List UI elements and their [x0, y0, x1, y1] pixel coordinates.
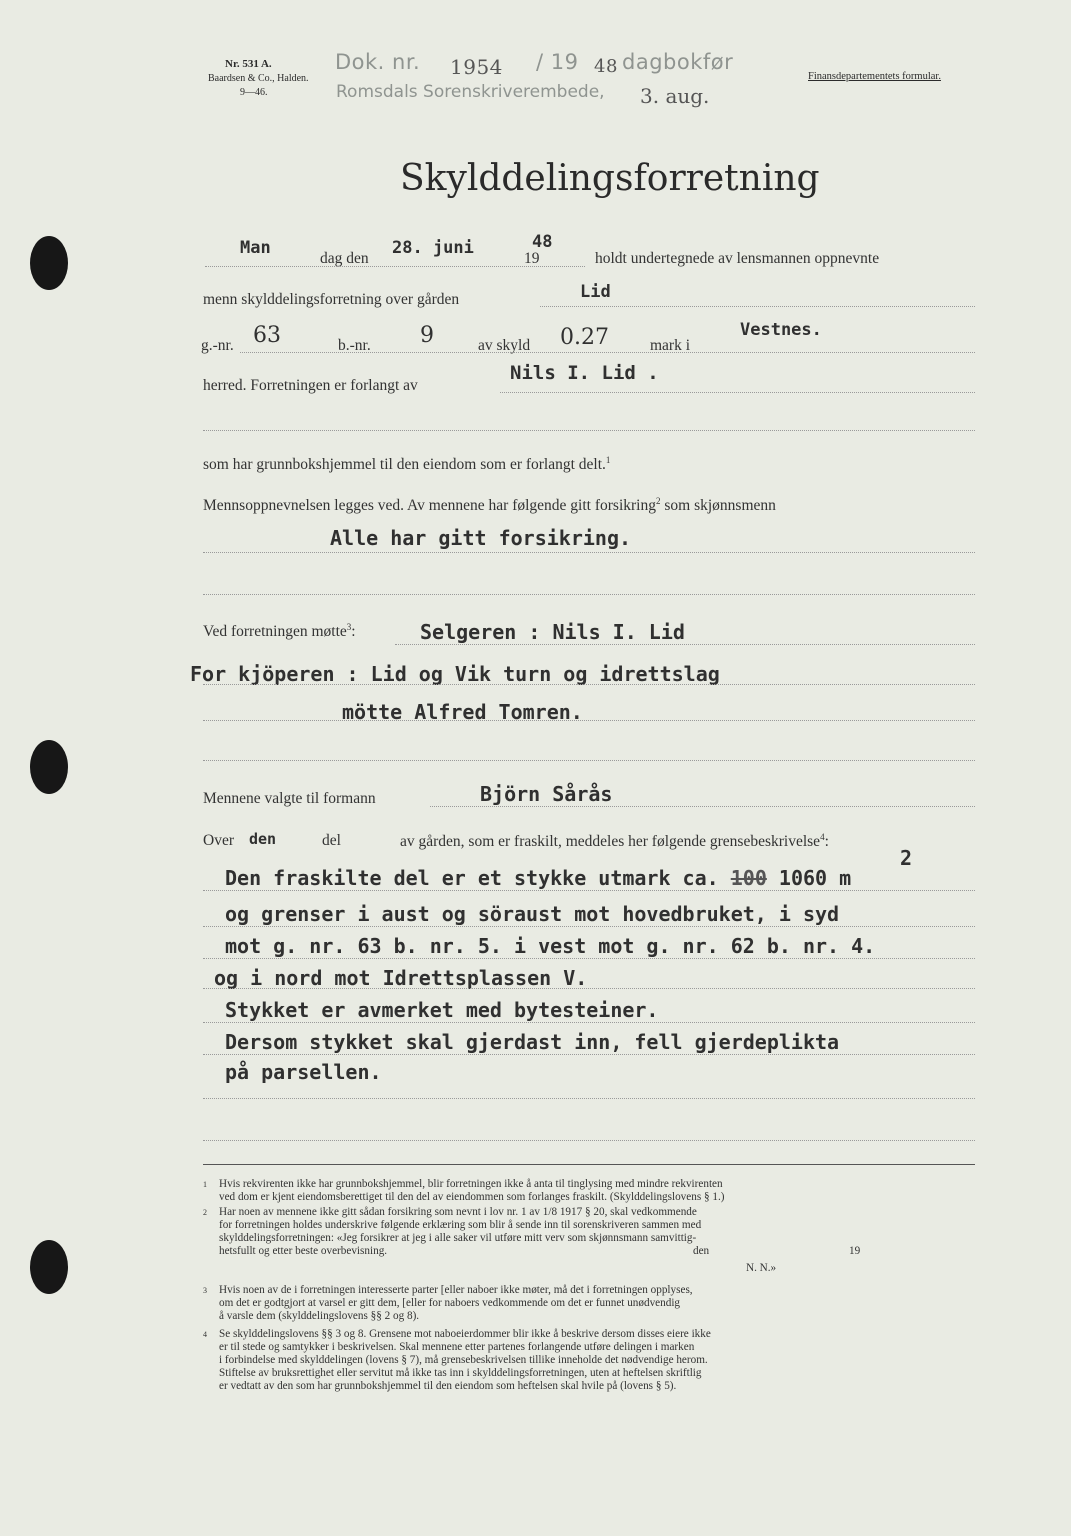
line5-text: som har grunnbokshjemmel til den eiendom som er forlangt delt. — [203, 456, 606, 474]
line7-colon: : — [351, 623, 356, 641]
line2-rule — [540, 306, 975, 307]
desc-line-3: mot g. nr. 63 b. nr. 5. i vest mot g. nr. 62 b. nr. 4. — [225, 934, 876, 958]
line9-rule — [203, 720, 975, 721]
desc-line-1 — [225, 866, 851, 890]
gnr-label: g.-nr. — [201, 337, 234, 354]
bnr-label: b.-nr. — [338, 337, 371, 354]
footnote-4-line-1: Se skylddelingslovens §§ 3 og 8. Grensene mot naboeierdommer blir ikke å beskrive dersom disses eiere ikke — [219, 1328, 711, 1340]
footnote-2-line-4: hetsfullt og etter beste overbevisning. — [219, 1245, 388, 1257]
attendees-value: Selgeren : Nils I. Lid — [420, 620, 685, 644]
desc-line-7: på parsellen. — [225, 1060, 382, 1084]
line3-rule — [240, 352, 975, 353]
line6-label — [203, 496, 776, 515]
punch-hole-bottom — [30, 1240, 68, 1294]
stamp-office: Romsdals Sorenskriverembede, — [336, 82, 605, 102]
desc-rule-2 — [203, 926, 975, 927]
weekday-value: Man — [240, 238, 271, 258]
line2-label: menn skylddelingsforretning over gården — [203, 291, 460, 308]
desc-line-6: Dersom stykket skal gjerdast inn, fell gjerdeplikta — [225, 1030, 840, 1054]
insurance-value: Alle har gitt forsikring. — [330, 526, 632, 550]
footnote-3-mark: 3 — [203, 1286, 207, 1295]
line11-label-a: Over — [203, 832, 234, 849]
stamp-date: 3. aug. — [640, 84, 710, 108]
punch-hole-top — [30, 236, 68, 290]
herred-value: Vestnes. — [740, 320, 822, 340]
century-label: 19 — [524, 250, 540, 267]
desc-rule-3 — [203, 958, 975, 959]
chairman-value: Björn Sårås — [480, 782, 613, 806]
line5-label — [203, 455, 610, 474]
stamp-year-suffix: 48 — [594, 56, 618, 77]
desc-sup: 2 — [900, 846, 913, 870]
desc-line-1-part-b: 1060 m — [766, 866, 852, 890]
footnote-3-line-1: Hvis noen av de i forretningen interesserte parter [eller naboer ikke møter, må det i forretningen opplyses, — [219, 1284, 693, 1296]
footnote-ref-3: 3 — [346, 622, 352, 632]
representative-value: mötte Alfred Tomren. — [342, 700, 583, 724]
footnote-1 — [203, 1178, 725, 1203]
footnote-3 — [203, 1284, 693, 1322]
footnote-2-mark: 2 — [203, 1208, 207, 1217]
footnote-2-line-2: for forretningen holdes underskrive følgende erklæring som blir å sende inn til sorenskriveren sammen med — [219, 1219, 702, 1231]
form-number: Nr. 531 A. — [225, 58, 272, 70]
footnote-4-line-2: er til stede og samtykker i beskrivelsen. Skal mennene etter partenes forlangende utføre delingen i marken — [219, 1341, 695, 1353]
date-value: 28. juni — [392, 238, 474, 258]
line6b-rule — [203, 594, 975, 595]
line4-label: herred. Forretningen er forlangt av — [203, 377, 418, 394]
footnote-2-den: den — [693, 1245, 710, 1257]
mark-label: mark i — [650, 337, 691, 354]
stamp-dok-label: Dok. nr. — [335, 50, 421, 74]
skyld-label: av skyld — [478, 337, 531, 354]
footnote-4-mark: 4 — [203, 1330, 207, 1339]
line10-rule — [430, 806, 975, 807]
stamp-journal: dagbokfør — [622, 50, 734, 74]
document-title: Skylddelingsforretning — [400, 158, 820, 199]
footnote-ref-1: 1 — [605, 455, 611, 465]
line4b-rule — [203, 430, 975, 431]
line7-rule — [395, 644, 975, 645]
footnote-4-line-5: er vedtatt av den som har grunnbokshjemmel til den eiendom som heftelsen skal hvile på (lovens § 5). — [219, 1380, 677, 1392]
line6-text-b: som skjønnsmenn — [664, 497, 776, 515]
footnote-2-line-3: skylddelingsforretningen: «Jeg forsikrer at jeg i alle saker vil utføre mitt verv som skjønnsmann samvittig- — [219, 1232, 697, 1244]
footnote-4-line-4: Stiftelse av bruksrettighet eller servitut må ikke tas inn i skylddelingsforretningen, uten at heftelsen skriftlig — [219, 1367, 702, 1379]
desc-line-4: og i nord mot Idrettsplassen V. — [214, 966, 588, 990]
line7-label — [203, 622, 356, 641]
print-date: 9—46. — [240, 87, 268, 98]
line6-text-a: Mennsoppnevnelsen legges ved. Av mennene har følgende gitt forsikring — [203, 497, 656, 515]
year-value: 48 — [532, 232, 553, 252]
line7-text: Ved forretningen møtte — [203, 623, 347, 641]
line1-label-b: holdt undertegnede av lensmannen oppnevnte — [595, 250, 880, 267]
desc-rule-1 — [203, 890, 975, 891]
line4-rule — [500, 392, 975, 393]
footnote-2-line-1: Har noen av mennene ikke gitt sådan forsikring som nevnt i lov nr. 1 av 1/8 1917 § 20, skal vedkommende — [219, 1206, 697, 1218]
desc-line-1-part-a: Den fraskilte del er et stykke utmark ca. — [225, 866, 731, 890]
desc-rule-4 — [203, 988, 975, 989]
stamp-year-prefix: / 19 — [536, 50, 579, 74]
desc-rule-8 — [203, 1140, 975, 1141]
buyer-value: For kjöperen : Lid og Vik turn og idrettslag — [190, 662, 720, 686]
line11-text-c: av gården, som er fraskilt, meddeles her følgende grensebeskrivelse — [400, 833, 821, 851]
footnote-2-19: 19 — [849, 1245, 861, 1257]
desc-line-1-text — [225, 866, 851, 890]
punch-hole-middle — [30, 740, 68, 794]
footnote-3-line-3: å varsle dem (skylddelingslovens §§ 2 og 8). — [219, 1310, 420, 1322]
printer-name: Baardsen & Co., Halden. — [208, 73, 309, 84]
footnote-separator — [203, 1164, 975, 1165]
part-value: den — [249, 830, 277, 848]
footnote-2 — [203, 1206, 861, 1274]
line11-colon: : — [824, 833, 829, 851]
desc-rule-6 — [203, 1054, 975, 1055]
footnote-1-line-2: ved dom er kjent eiendomsberettiget til den del av eiendommen som forlanges fraskilt. (Skylddelingslovens § 1.) — [219, 1191, 725, 1203]
line8-rule — [203, 684, 975, 685]
skyld-value: 0.27 — [560, 325, 609, 350]
desc-rule-5 — [203, 1022, 975, 1023]
gnr-value: 63 — [253, 323, 281, 348]
line1-rule — [205, 266, 585, 267]
desc-line-5: Stykket er avmerket med bytesteiner. — [225, 998, 659, 1022]
line1-label-a: dag den — [320, 250, 369, 267]
line11-label-c — [400, 832, 829, 851]
line10-label: Mennene valgte til formann — [203, 790, 376, 807]
footnote-3-line-2: om det er godtgjort at varsel er gitt dem, [eller for naboers vedkommende om det er funnet unødvendig — [219, 1297, 681, 1309]
requester-value: Nils I. Lid . — [510, 362, 659, 384]
line6-rule — [203, 552, 975, 553]
bnr-value: 9 — [420, 323, 434, 348]
footnote-ref-4: 4 — [820, 832, 825, 842]
desc-struck-number: 100 — [730, 866, 767, 890]
farm-value: Lid — [580, 282, 611, 302]
ministry-form: Finansdepartementets formular. — [808, 71, 941, 82]
line9b-rule — [203, 760, 975, 761]
footnote-2-nn: N. N.» — [746, 1262, 777, 1274]
footnote-1-mark: 1 — [203, 1180, 207, 1189]
stamp-dok-number: 1954 — [450, 55, 503, 79]
footnote-ref-2: 2 — [655, 496, 661, 506]
footnote-1-line-1: Hvis rekvirenten ikke har grunnbokshjemmel, blir forretningen ikke å anta til tinglysing med mindre rekvirenten — [219, 1178, 723, 1190]
footnote-4 — [203, 1328, 711, 1392]
desc-rule-7 — [203, 1098, 975, 1099]
line11-label-b: del — [322, 832, 341, 849]
footnote-4-line-3: i forbindelse med skylddelingen (lovens § 7), må grensebeskrivelsen tillike inneholde det nødvendige herom. — [219, 1354, 708, 1366]
desc-line-2: og grenser i aust og söraust mot hovedbruket, i syd — [225, 902, 840, 926]
